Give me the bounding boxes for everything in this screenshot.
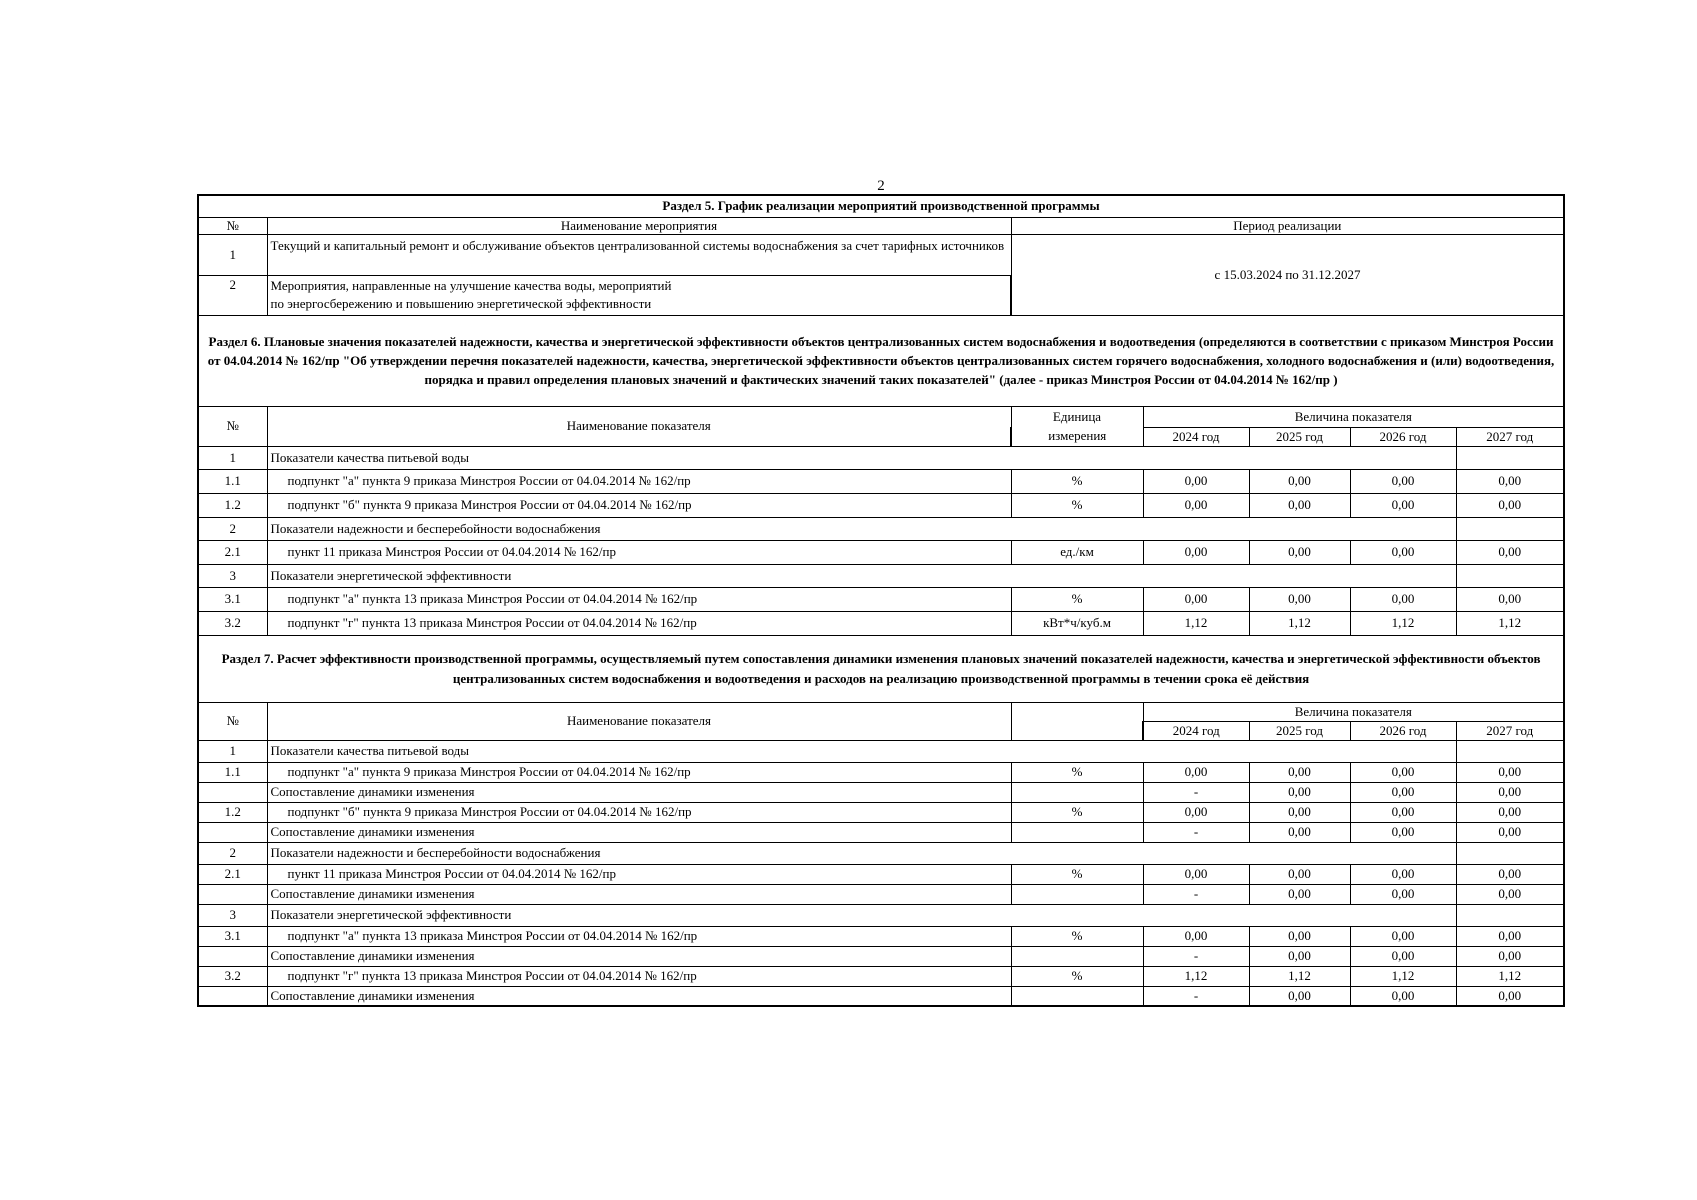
value-cell: 0,00 xyxy=(1350,469,1456,493)
indicator-name: Сопоставление динамики изменения xyxy=(267,884,1011,904)
section7-year-2024: 2024 год xyxy=(1143,721,1249,740)
table-row xyxy=(198,782,1564,802)
value-cell: 0,00 xyxy=(1350,540,1456,564)
value-cell: 0,00 xyxy=(1350,864,1456,884)
row-number: 1 xyxy=(198,740,267,762)
table-row xyxy=(198,587,1564,611)
value-cell: 0,00 xyxy=(1350,884,1456,904)
value-cell: - xyxy=(1143,782,1249,802)
value-cell: 0,00 xyxy=(1249,884,1350,904)
page-number: 2 xyxy=(877,178,885,194)
value-cell: 0,00 xyxy=(1456,762,1564,782)
value-cell: 0,00 xyxy=(1249,782,1350,802)
unit-cell xyxy=(1011,986,1143,1006)
table-row xyxy=(198,884,1564,904)
indicator-name: подпункт "а" пункта 9 приказа Минстроя России от 04.04.2014 № 162/пр xyxy=(267,762,1011,782)
value-cell: 0,00 xyxy=(1350,587,1456,611)
section5-row-2-name-line2: по энергосбережению и повышению энергетической эффективности xyxy=(270,296,652,311)
section6-col-unit-line2: измерения xyxy=(1011,427,1143,446)
group-title: Показатели надежности и бесперебойности водоснабжения xyxy=(267,842,1456,864)
value-cell: - xyxy=(1143,884,1249,904)
unit-cell: % xyxy=(1011,469,1143,493)
value-cell: 0,00 xyxy=(1143,540,1249,564)
value-cell-empty xyxy=(1456,740,1564,762)
unit-cell: % xyxy=(1011,966,1143,986)
section7-col-unit xyxy=(1011,702,1143,740)
row-number xyxy=(198,986,267,1006)
row-number xyxy=(198,822,267,842)
indicator-name: Сопоставление динамики изменения xyxy=(267,946,1011,966)
unit-cell: % xyxy=(1011,587,1143,611)
section5-period: с 15.03.2024 по 31.12.2027 xyxy=(1011,234,1564,315)
section5-col-no: № xyxy=(198,217,267,234)
row-number: 2.1 xyxy=(198,540,267,564)
row-number: 2.1 xyxy=(198,864,267,884)
value-cell: 0,00 xyxy=(1143,926,1249,946)
table-row xyxy=(198,702,1564,721)
section6-year-2027: 2027 год xyxy=(1456,427,1564,446)
table-row xyxy=(198,469,1564,493)
section7-col-value: Величина показателя xyxy=(1143,702,1564,721)
row-number: 3.2 xyxy=(198,611,267,635)
unit-cell xyxy=(1011,822,1143,842)
value-cell: 0,00 xyxy=(1249,926,1350,946)
row-number: 1.2 xyxy=(198,802,267,822)
value-cell: 0,00 xyxy=(1350,986,1456,1006)
group-title: Показатели качества питьевой воды xyxy=(267,740,1456,762)
value-cell: 0,00 xyxy=(1249,493,1350,517)
section6-col-no: № xyxy=(198,406,267,446)
value-cell: 0,00 xyxy=(1249,946,1350,966)
table-row xyxy=(198,946,1564,966)
value-cell: 1,12 xyxy=(1350,611,1456,635)
unit-cell: % xyxy=(1011,493,1143,517)
value-cell: 0,00 xyxy=(1249,540,1350,564)
value-cell: 1,12 xyxy=(1350,966,1456,986)
section5-row-2-name xyxy=(267,275,1011,315)
value-cell: 0,00 xyxy=(1249,762,1350,782)
table-row xyxy=(198,904,1564,926)
section5-row-2-name-line1: Мероприятия, направленные на улучшение качества воды, мероприятий xyxy=(270,278,672,293)
indicator-name: подпункт "а" пункта 13 приказа Минстроя России от 04.04.2014 № 162/пр xyxy=(267,587,1011,611)
section6-col-unit-line1: Единица xyxy=(1011,406,1143,427)
unit-cell: % xyxy=(1011,864,1143,884)
value-cell: 0,00 xyxy=(1456,926,1564,946)
table-row xyxy=(198,864,1564,884)
value-cell: 0,00 xyxy=(1456,469,1564,493)
value-cell: 0,00 xyxy=(1350,493,1456,517)
row-number: 1 xyxy=(198,446,267,469)
indicator-name: Сопоставление динамики изменения xyxy=(267,782,1011,802)
value-cell: 1,12 xyxy=(1143,611,1249,635)
value-cell: 0,00 xyxy=(1350,762,1456,782)
value-cell: 1,12 xyxy=(1456,611,1564,635)
value-cell: 0,00 xyxy=(1143,864,1249,884)
value-cell-empty xyxy=(1456,842,1564,864)
unit-cell: % xyxy=(1011,762,1143,782)
row-number: 1.2 xyxy=(198,493,267,517)
unit-cell xyxy=(1011,946,1143,966)
section5-row-2-no: 2 xyxy=(198,275,267,315)
section6-title: Раздел 6. Плановые значения показателей надежности, качества и энергетической эффективности объектов централизованных систем водоснабжения и водоотведения (определяются в соответствии с приказом Минстроя России от 04.04.2014 № 162/пр "Об утверждении перечня показателей надежности, качества, энергетической эффективности объектов централизованных систем горячего водоснабжения, холодного водоснабжения и (или) водоотведения, порядка и правил определения плановых значений и фактических значений таких показателей" (далее - приказ Минстроя России от 04.04.2014 № 162/пр ) xyxy=(198,315,1564,406)
value-cell: 0,00 xyxy=(1143,493,1249,517)
value-cell: 0,00 xyxy=(1456,946,1564,966)
section6-col-name: Наименование показателя xyxy=(267,406,1011,446)
section5-col-period: Период реализации xyxy=(1011,217,1564,234)
value-cell: 0,00 xyxy=(1249,469,1350,493)
section6-year-2024: 2024 год xyxy=(1143,427,1249,446)
indicator-name: подпункт "б" пункта 9 приказа Минстроя России от 04.04.2014 № 162/пр xyxy=(267,802,1011,822)
section7-title: Раздел 7. Расчет эффективности производственной программы, осуществляемый путем сопоставления динамики изменения плановых значений показателей надежности, качества и энергетической эффективности объектов централизованных систем водоснабжения и водоотведения и расходов на реализацию производственной программы в течении срока её действия xyxy=(198,635,1564,702)
value-cell: 0,00 xyxy=(1143,469,1249,493)
table-row xyxy=(198,762,1564,782)
unit-cell: % xyxy=(1011,802,1143,822)
row-number: 3.1 xyxy=(198,587,267,611)
value-cell: - xyxy=(1143,822,1249,842)
value-cell: - xyxy=(1143,946,1249,966)
table-row xyxy=(198,926,1564,946)
row-number: 3 xyxy=(198,904,267,926)
row-number xyxy=(198,884,267,904)
value-cell: 0,00 xyxy=(1456,782,1564,802)
section6-year-2026: 2026 год xyxy=(1350,427,1456,446)
value-cell-empty xyxy=(1456,446,1564,469)
section7-year-2026: 2026 год xyxy=(1350,721,1456,740)
unit-cell xyxy=(1011,884,1143,904)
value-cell: 0,00 xyxy=(1350,926,1456,946)
row-number: 3.1 xyxy=(198,926,267,946)
row-number: 1.1 xyxy=(198,469,267,493)
value-cell: 1,12 xyxy=(1143,966,1249,986)
value-cell: - xyxy=(1143,986,1249,1006)
value-cell: 0,00 xyxy=(1456,587,1564,611)
indicator-name: подпункт "а" пункта 9 приказа Минстроя России от 04.04.2014 № 162/пр xyxy=(267,469,1011,493)
value-cell: 0,00 xyxy=(1249,864,1350,884)
table-row xyxy=(198,802,1564,822)
value-cell-empty xyxy=(1456,517,1564,540)
unit-cell: кВт*ч/куб.м xyxy=(1011,611,1143,635)
value-cell-empty xyxy=(1456,904,1564,926)
value-cell: 0,00 xyxy=(1143,802,1249,822)
table-row xyxy=(198,446,1564,469)
indicator-name: подпункт "б" пункта 9 приказа Минстроя России от 04.04.2014 № 162/пр xyxy=(267,493,1011,517)
unit-cell: % xyxy=(1011,926,1143,946)
value-cell: 0,00 xyxy=(1456,986,1564,1006)
section5-col-name: Наименование мероприятия xyxy=(267,217,1011,234)
row-number: 3 xyxy=(198,564,267,587)
value-cell-empty xyxy=(1456,564,1564,587)
row-number xyxy=(198,946,267,966)
table-row xyxy=(198,822,1564,842)
value-cell: 0,00 xyxy=(1350,802,1456,822)
indicator-name: пункт 11 приказа Минстроя России от 04.04.2014 № 162/пр xyxy=(267,540,1011,564)
value-cell: 1,12 xyxy=(1249,611,1350,635)
value-cell: 0,00 xyxy=(1350,782,1456,802)
section6-year-2025: 2025 год xyxy=(1249,427,1350,446)
row-number: 1.1 xyxy=(198,762,267,782)
table-row xyxy=(198,635,1564,702)
value-cell: 0,00 xyxy=(1456,822,1564,842)
row-number: 2 xyxy=(198,517,267,540)
unit-cell: ед./км xyxy=(1011,540,1143,564)
table-row xyxy=(198,986,1564,1006)
value-cell: 0,00 xyxy=(1456,802,1564,822)
value-cell: 1,12 xyxy=(1456,966,1564,986)
table-row xyxy=(198,966,1564,986)
section6-col-value: Величина показателя xyxy=(1143,406,1564,427)
section5-row-1-no: 1 xyxy=(198,234,267,275)
value-cell: 0,00 xyxy=(1249,822,1350,842)
indicator-name: подпункт "г" пункта 13 приказа Минстроя России от 04.04.2014 № 162/пр xyxy=(267,611,1011,635)
group-title: Показатели надежности и бесперебойности водоснабжения xyxy=(267,517,1456,540)
value-cell: 0,00 xyxy=(1249,587,1350,611)
section7-year-2027: 2027 год xyxy=(1456,721,1564,740)
row-number: 2 xyxy=(198,842,267,864)
program-table xyxy=(197,194,1565,1007)
unit-cell xyxy=(1011,782,1143,802)
table-row xyxy=(198,517,1564,540)
section5-row-1-name: Текущий и капитальный ремонт и обслуживание объектов централизованной системы водоснабжения за счет тарифных источников xyxy=(267,234,1011,275)
value-cell: 0,00 xyxy=(1249,802,1350,822)
table-row xyxy=(198,564,1564,587)
value-cell: 0,00 xyxy=(1456,884,1564,904)
value-cell: 0,00 xyxy=(1350,822,1456,842)
group-title: Показатели энергетической эффективности xyxy=(267,904,1456,926)
value-cell: 0,00 xyxy=(1456,864,1564,884)
value-cell: 0,00 xyxy=(1456,540,1564,564)
section7-col-no: № xyxy=(198,702,267,740)
table-row xyxy=(198,540,1564,564)
value-cell: 0,00 xyxy=(1456,493,1564,517)
section7-col-name: Наименование показателя xyxy=(267,702,1011,740)
section5-title: Раздел 5. График реализации мероприятий производственной программы xyxy=(198,195,1564,217)
value-cell: 1,12 xyxy=(1249,966,1350,986)
table-row xyxy=(198,493,1564,517)
value-cell: 0,00 xyxy=(1143,762,1249,782)
group-title: Показатели энергетической эффективности xyxy=(267,564,1456,587)
group-title: Показатели качества питьевой воды xyxy=(267,446,1456,469)
indicator-name: подпункт "а" пункта 13 приказа Минстроя России от 04.04.2014 № 162/пр xyxy=(267,926,1011,946)
row-number xyxy=(198,782,267,802)
indicator-name: Сопоставление динамики изменения xyxy=(267,822,1011,842)
table-row xyxy=(198,842,1564,864)
indicator-name: подпункт "г" пункта 13 приказа Минстроя России от 04.04.2014 № 162/пр xyxy=(267,966,1011,986)
value-cell: 0,00 xyxy=(1249,986,1350,1006)
table-row xyxy=(198,740,1564,762)
section7-year-2025: 2025 год xyxy=(1249,721,1350,740)
indicator-name: Сопоставление динамики изменения xyxy=(267,986,1011,1006)
indicator-name: пункт 11 приказа Минстроя России от 04.04.2014 № 162/пр xyxy=(267,864,1011,884)
row-number: 3.2 xyxy=(198,966,267,986)
value-cell: 0,00 xyxy=(1143,587,1249,611)
value-cell: 0,00 xyxy=(1350,946,1456,966)
table-row xyxy=(198,611,1564,635)
